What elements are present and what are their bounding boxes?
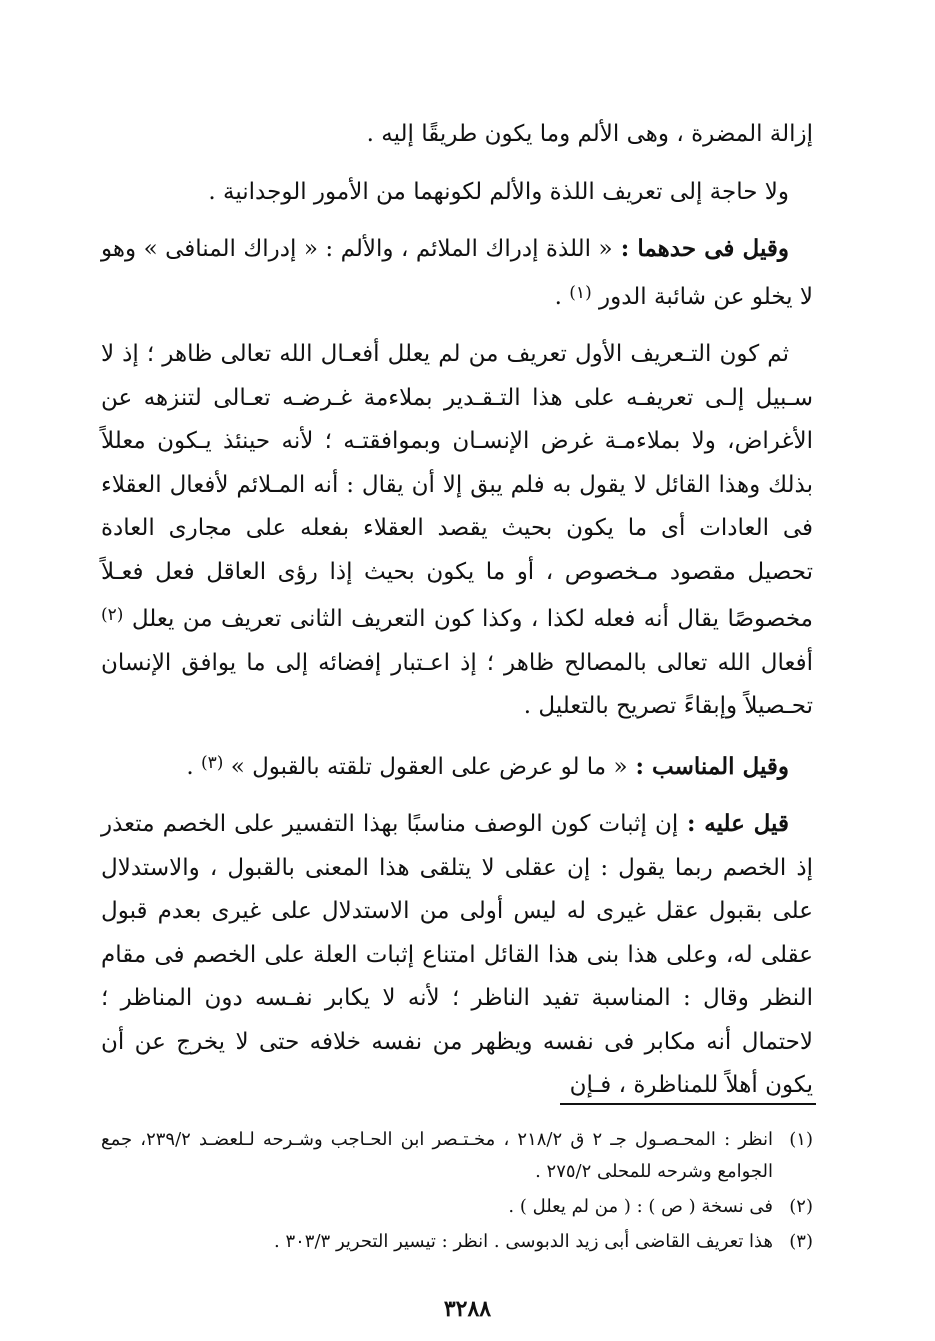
paragraph-1-text: إزالة المضرة ، وهى الألم وما يكون طريقًا إليه .	[366, 121, 813, 147]
paragraph-4-text: ثم كون التـعريف الأول تعريف من لم يعلل أفعـال الله تعالى ظاهر ؛ إذ لا سـبيل إلـى تعريفـه على هذا التـقـدير بملاءمة غـرضـه تعـالى لتنزهه عن الأغراض، ولا بملاءمـة غرض الإنسـان وبموافقتـه ؛ لأنه حينئذ يـكون معللاً بذلك وهذا القائل لا يقول به فلم يبق إلا أن يقال : أنه المـلائم لأفعال العقلاء فى العادات أى ما يكون بحيث يقصد العقلاء بفعله على مجارى العادة تحصيل مقصود مـخصوص ، أو ما يكون بحيث إذا رؤى العاقل فعل فعـلاً مخصوصًا يقال أنه فعله لكذا ، وكذا كون التعريف الثانى تعريف من يعلل	[101, 341, 813, 632]
footnote-1	[101, 1124, 813, 1188]
paragraph-5-lead: وقيل المناسب :	[627, 752, 789, 780]
paragraph-4-tail: أفعال الله تعالى بالمصالح ظاهر ؛ إذ اعـتبار إفضائه إلى ما يوافق الإنسان تحـصيلاً وإبقاءً تصريح بالتعليل .	[101, 649, 813, 719]
footnote-separator	[560, 1103, 816, 1105]
paragraph-6	[101, 802, 813, 1108]
paragraph-4	[101, 332, 813, 729]
paragraph-3-tail: .	[554, 283, 570, 310]
paragraph-5-text: « ما لو عرض على العقول تلقته بالقبول »	[230, 753, 628, 780]
main-text	[101, 112, 813, 1121]
page-number: ٣٢٨٨	[443, 1296, 492, 1322]
footnote-2-text: فى نسخة ( ص ) : ( من لم يعلل ) .	[508, 1196, 773, 1217]
footnote-2	[101, 1191, 813, 1223]
paragraph-2	[101, 170, 813, 215]
paragraph-2-text: ولا حاجة إلى تعريف اللذة والألم لكونهما من الأمور الوجدانية .	[208, 178, 789, 205]
footnote-ref-3[interactable]: (٣)	[200, 752, 224, 773]
footnote-3	[101, 1226, 813, 1258]
footnote-2-number: (٢)	[789, 1196, 813, 1217]
footnotes	[101, 1124, 813, 1261]
paragraph-1	[101, 112, 813, 157]
footnote-3-text: هذا تعريف القاضى أبى زيد الدبوسى . انظر : تيسير التحرير ٣٠٣/٣ .	[274, 1231, 773, 1252]
paragraph-3	[101, 227, 813, 319]
footnote-ref-1[interactable]: (١)	[569, 282, 592, 303]
footnote-3-number: (٣)	[789, 1231, 813, 1252]
paragraph-6-text: إن إثبات كون الوصف مناسبًا بهذا التفسير على الخصم متعذر إذ الخصم ربما يقول : إن عقلى لا يتلقى هذا المعنى بالقبول ، والاستدلال على بقبول عقل غيرى له ليس أولى من الاستدلال على غيرى بعدم قبول عقلى له، وعلى هذا بنى هذا القائل امتناع إثبات العلة على الخصم فى مقام النظر وقال : المناسبة تفيد الناظر ؛ لأنه لا يكابر نفـسه دون المناظر ؛ لاحتمال أنه مكابر فى نفسه ويظهر من نفسه خلافه حتى لا يخرج عن أن يكون أهلاً للمناظرة ، فـإن	[101, 811, 813, 1098]
footnote-1-text: انظر : المحـصـول جـ ٢ ق ٢١٨/٢ ، مخـتـصر ابن الحـاجب وشـرحه لـلعضـد ٢٣٩/٢، جمع الجوامع وشرحه للمحلى ٢٧٥/٢ .	[101, 1129, 773, 1182]
paragraph-6-lead: قيل عليه :	[678, 810, 789, 837]
paragraph-5-tail: .	[186, 753, 201, 780]
footnote-ref-2[interactable]: (٢)	[101, 605, 124, 625]
paragraph-5	[101, 742, 813, 790]
footnote-1-number: (١)	[789, 1129, 813, 1150]
paragraph-3-text: « اللذة إدراك الملائم ، والألم : « إدراك المنافى » وهو لا يخلو عن شائبة الدور	[101, 236, 813, 310]
paragraph-3-lead: وقيل فى حدهما :	[612, 235, 789, 262]
